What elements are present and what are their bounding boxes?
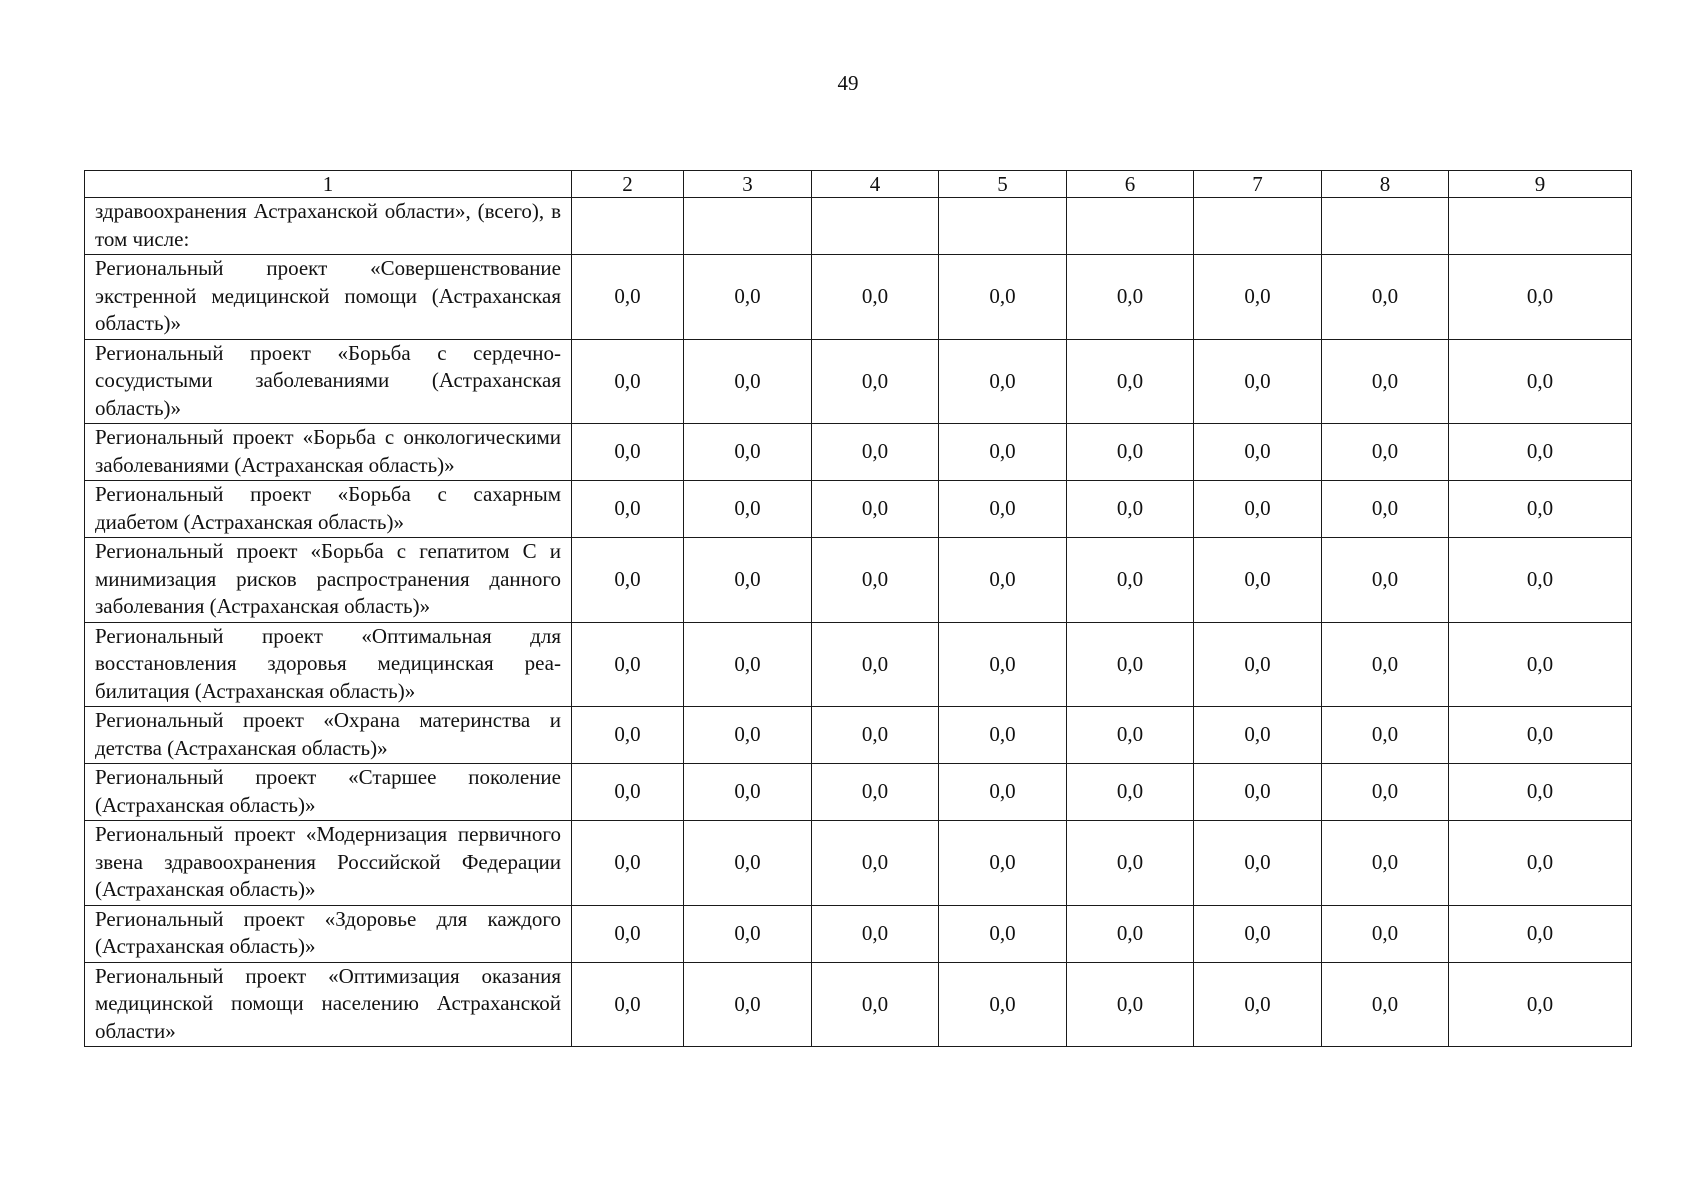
- value-cell: 0,0: [1322, 764, 1449, 821]
- value-cell: 0,0: [572, 962, 684, 1047]
- value-cell: 0,0: [1322, 424, 1449, 481]
- value-cell: 0,0: [1449, 255, 1632, 340]
- value-cell: [1322, 198, 1449, 255]
- row-label: Региональный проект «Борьба с онкологическими заболеваниями (Астраханская область)»: [85, 424, 572, 481]
- value-cell: 0,0: [572, 424, 684, 481]
- value-cell: 0,0: [572, 764, 684, 821]
- column-number-row: [85, 171, 1632, 198]
- value-cell: 0,0: [939, 764, 1067, 821]
- value-cell: 0,0: [1449, 424, 1632, 481]
- column-number: 9: [1449, 171, 1632, 198]
- value-cell: 0,0: [1194, 339, 1322, 424]
- value-cell: 0,0: [1194, 905, 1322, 962]
- value-cell: 0,0: [1194, 255, 1322, 340]
- value-cell: 0,0: [1449, 339, 1632, 424]
- value-cell: 0,0: [572, 821, 684, 906]
- value-cell: 0,0: [684, 622, 812, 707]
- table-row: [85, 481, 1632, 538]
- value-cell: 0,0: [939, 707, 1067, 764]
- value-cell: 0,0: [812, 905, 939, 962]
- value-cell: 0,0: [572, 538, 684, 623]
- value-cell: [1449, 198, 1632, 255]
- value-cell: 0,0: [1194, 481, 1322, 538]
- value-cell: 0,0: [812, 764, 939, 821]
- value-cell: 0,0: [1067, 481, 1194, 538]
- value-cell: 0,0: [939, 339, 1067, 424]
- value-cell: 0,0: [812, 622, 939, 707]
- value-cell: 0,0: [1322, 962, 1449, 1047]
- value-cell: 0,0: [1194, 764, 1322, 821]
- value-cell: 0,0: [939, 538, 1067, 623]
- column-number: 8: [1322, 171, 1449, 198]
- table-row: [85, 707, 1632, 764]
- value-cell: 0,0: [684, 962, 812, 1047]
- value-cell: 0,0: [684, 538, 812, 623]
- value-cell: 0,0: [939, 424, 1067, 481]
- value-cell: 0,0: [939, 622, 1067, 707]
- row-label: Региональный проект «Борьба с гепатитом С и минимизация рисков распространения данного заболевания (Астраханская область)»: [85, 538, 572, 623]
- value-cell: 0,0: [1067, 764, 1194, 821]
- value-cell: 0,0: [1449, 962, 1632, 1047]
- value-cell: 0,0: [572, 905, 684, 962]
- value-cell: 0,0: [1322, 821, 1449, 906]
- value-cell: 0,0: [939, 821, 1067, 906]
- value-cell: 0,0: [812, 255, 939, 340]
- column-number: 7: [1194, 171, 1322, 198]
- value-cell: [684, 198, 812, 255]
- value-cell: 0,0: [684, 905, 812, 962]
- column-number: 1: [85, 171, 572, 198]
- value-cell: [1194, 198, 1322, 255]
- value-cell: 0,0: [812, 707, 939, 764]
- value-cell: 0,0: [1449, 707, 1632, 764]
- value-cell: 0,0: [572, 622, 684, 707]
- value-cell: [939, 198, 1067, 255]
- value-cell: 0,0: [572, 255, 684, 340]
- value-cell: 0,0: [1449, 764, 1632, 821]
- value-cell: 0,0: [939, 905, 1067, 962]
- column-number: 2: [572, 171, 684, 198]
- value-cell: 0,0: [1449, 821, 1632, 906]
- value-cell: 0,0: [1322, 339, 1449, 424]
- row-label: Региональный проект «Старшее поколение (Астраханская область)»: [85, 764, 572, 821]
- row-label: здравоохранения Астраханской области», (всего), в том числе:: [85, 198, 572, 255]
- row-label: Региональный проект «Совершенствование экстренной медицинской помощи (Астраханская область)»: [85, 255, 572, 340]
- budget-table: [84, 170, 1632, 1047]
- value-cell: 0,0: [812, 962, 939, 1047]
- row-label: Региональный проект «Оптимальная для восстановления здоровья медицинская реабилитация (Астраханская область)»: [85, 622, 572, 707]
- value-cell: 0,0: [1067, 538, 1194, 623]
- value-cell: 0,0: [812, 339, 939, 424]
- value-cell: 0,0: [684, 821, 812, 906]
- value-cell: 0,0: [684, 764, 812, 821]
- value-cell: 0,0: [1322, 905, 1449, 962]
- table-row: [85, 764, 1632, 821]
- value-cell: 0,0: [939, 481, 1067, 538]
- row-label: Региональный проект «Охрана материнства и детства (Астраханская область)»: [85, 707, 572, 764]
- value-cell: 0,0: [1194, 622, 1322, 707]
- value-cell: 0,0: [1194, 821, 1322, 906]
- value-cell: 0,0: [684, 255, 812, 340]
- row-label: Региональный проект «Оптимизация оказания медицинской помощи населению Астраханской области»: [85, 962, 572, 1047]
- value-cell: 0,0: [812, 481, 939, 538]
- value-cell: 0,0: [1067, 707, 1194, 764]
- row-label: Региональный проект «Здоровье для каждого (Астраханская область)»: [85, 905, 572, 962]
- table-row: [85, 821, 1632, 906]
- value-cell: 0,0: [572, 339, 684, 424]
- value-cell: 0,0: [1194, 707, 1322, 764]
- value-cell: 0,0: [1322, 255, 1449, 340]
- value-cell: 0,0: [939, 962, 1067, 1047]
- value-cell: 0,0: [572, 481, 684, 538]
- value-cell: 0,0: [812, 538, 939, 623]
- value-cell: 0,0: [684, 707, 812, 764]
- value-cell: 0,0: [812, 424, 939, 481]
- value-cell: 0,0: [1194, 538, 1322, 623]
- value-cell: 0,0: [812, 821, 939, 906]
- value-cell: 0,0: [1322, 481, 1449, 538]
- value-cell: 0,0: [684, 424, 812, 481]
- value-cell: 0,0: [684, 481, 812, 538]
- value-cell: [1067, 198, 1194, 255]
- value-cell: 0,0: [1449, 481, 1632, 538]
- table-row: [85, 962, 1632, 1047]
- table-row: [85, 255, 1632, 340]
- value-cell: [812, 198, 939, 255]
- value-cell: 0,0: [1194, 962, 1322, 1047]
- column-number: 5: [939, 171, 1067, 198]
- table-row: [85, 622, 1632, 707]
- column-number: 4: [812, 171, 939, 198]
- page-number: 49: [837, 71, 859, 95]
- table-row: [85, 538, 1632, 623]
- column-number: 6: [1067, 171, 1194, 198]
- value-cell: 0,0: [1067, 622, 1194, 707]
- column-number: 3: [684, 171, 812, 198]
- table-row: [85, 424, 1632, 481]
- value-cell: 0,0: [1067, 255, 1194, 340]
- value-cell: 0,0: [684, 339, 812, 424]
- table-row: [85, 339, 1632, 424]
- value-cell: 0,0: [939, 255, 1067, 340]
- table-row: [85, 198, 1632, 255]
- table-row: [85, 905, 1632, 962]
- value-cell: 0,0: [1067, 424, 1194, 481]
- value-cell: 0,0: [1449, 622, 1632, 707]
- value-cell: 0,0: [1067, 962, 1194, 1047]
- value-cell: 0,0: [1322, 538, 1449, 623]
- row-label: Региональный проект «Борьба с сахарным диабетом (Астраханская область)»: [85, 481, 572, 538]
- value-cell: 0,0: [1322, 622, 1449, 707]
- row-label: Региональный проект «Борьба с сердечно-сосудистыми заболеваниями (Астраханская область)»: [85, 339, 572, 424]
- value-cell: 0,0: [1449, 905, 1632, 962]
- row-label: Региональный проект «Модернизация первичного звена здравоохранения Российской Федерации (Астраханская область)»: [85, 821, 572, 906]
- value-cell: 0,0: [1067, 821, 1194, 906]
- value-cell: 0,0: [1322, 707, 1449, 764]
- value-cell: 0,0: [1449, 538, 1632, 623]
- value-cell: 0,0: [1194, 424, 1322, 481]
- value-cell: [572, 198, 684, 255]
- value-cell: 0,0: [572, 707, 684, 764]
- value-cell: 0,0: [1067, 905, 1194, 962]
- value-cell: 0,0: [1067, 339, 1194, 424]
